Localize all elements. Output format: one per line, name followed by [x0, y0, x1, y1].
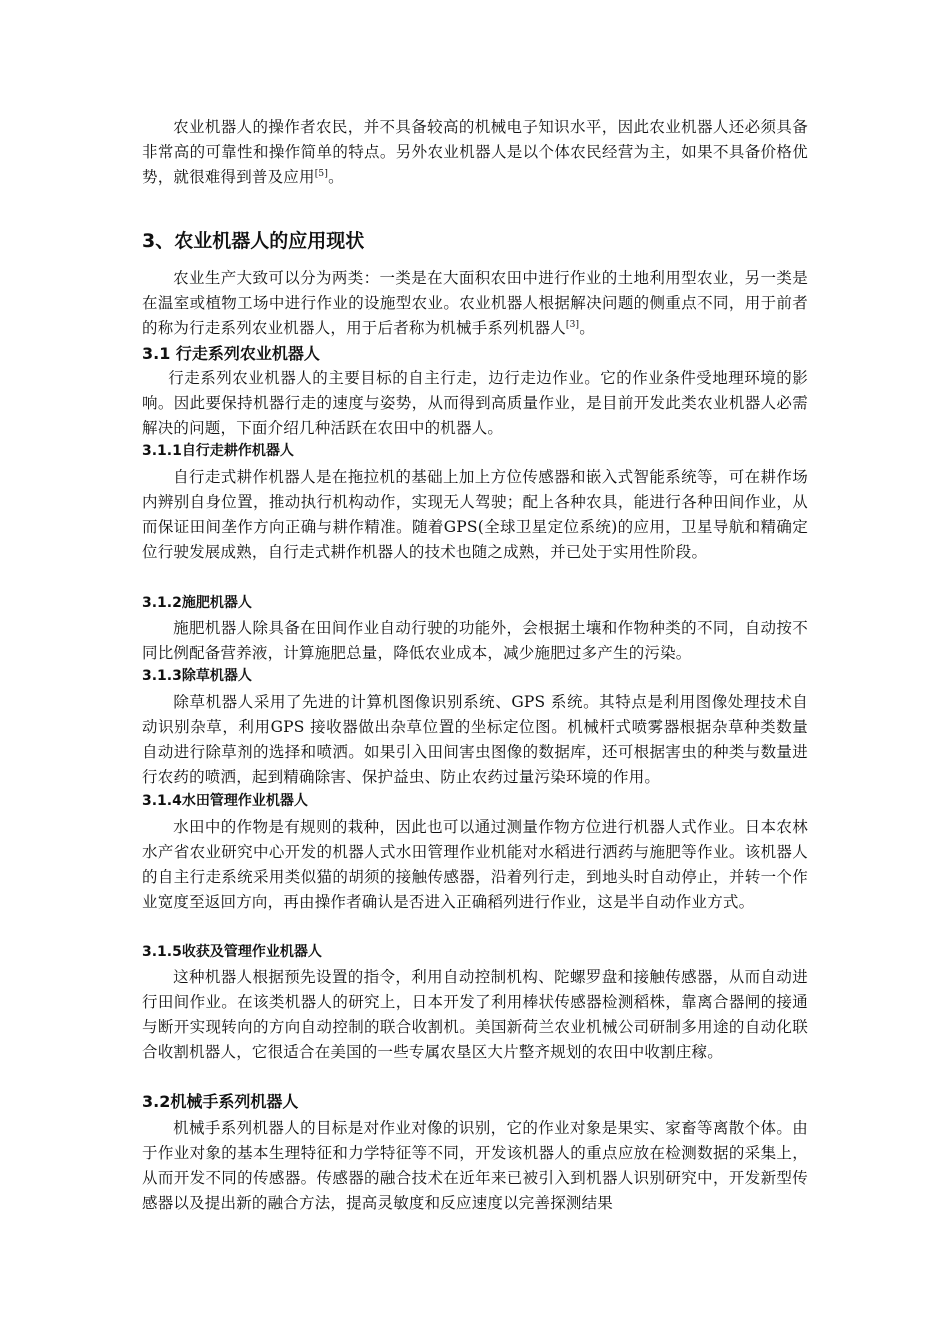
citation-ref: [5] — [314, 168, 329, 179]
section-3-1-5-heading: 3.1.5收获及管理作业机器人 — [142, 944, 322, 960]
section-3-1-2-heading: 3.1.2施肥机器人 — [142, 595, 252, 611]
section-3-2-heading: 3.2机械手系列机器人 — [142, 1092, 299, 1111]
section-3-1-4-heading: 3.1.4水田管理作业机器人 — [142, 793, 308, 809]
section-3-1-1-paragraph: 自行走式耕作机器人是在拖拉机的基础上加上方位传感器和嵌入式智能系统等，可在耕作场内辨别自身位置，推动执行机构动作，实现无人驾驶；配上各种农具，能进行各种田间作业，从而保证田间垄作方向正确与耕作精准。随着GPS(全球卫星定位系统)的应用，卫星导航和精确定位行驶发展成熟，自行走式耕作机器人的技术也随之成熟，并已处于实用性阶段。 — [142, 468, 808, 561]
section-3-1-1-heading: 3.1.1自行走耕作机器人 — [142, 443, 294, 459]
section-3-1-5-paragraph: 这种机器人根据预先设置的指令，利用自动控制机构、陀螺罗盘和接触传感器，从而自动进行田间作业。在该类机器人的研究上，日本开发了利用棒状传感器检测稻株，靠离合器闸的接通与断开实现转向的方向自动控制的联合收割机。美国新荷兰农业机械公司研制多用途的自动化联合收割机器人，它很适合在美国的一些专属农垦区大片整齐规划的农田中收割庄稼。 — [142, 968, 808, 1061]
section-3-1-4-paragraph: 水田中的作物是有规则的栽种，因此也可以通过测量作物方位进行机器人式作业。日本农林水产省农业研究中心开发的机器人式水田管理作业机能对水稻进行洒药与施肥等作业。该机器人的自主行走系统采用类似猫的胡须的接触传感器，沿着列行走，到地头时自动停止，并转一个作业宽度至返回方向，再由操作者确认是否进入正确稻列进行作业，这是半自动作业方式。 — [142, 818, 808, 911]
section-3-1-3-paragraph: 除草机器人采用了先进的计算机图像识别系统、GPS 系统。其特点是利用图像处理技术自动识别杂草，利用GPS 接收器做出杂草位置的坐标定位图。机械杆式喷雾器根据杂草种类数量自动进行除草剂的选择和喷洒。如果引入田间害虫图像的数据库，还可根据害虫的种类与数量进行农药的喷洒，起到精确除害、保护益虫、防止农药过量污染环境的作用。 — [142, 693, 808, 786]
section-3-2-paragraph: 机械手系列机器人的目标是对作业对像的识别，它的作业对象是果实、家畜等离散个体。由于作业对象的基本生理特征和力学特征等不同，开发该机器人的重点应放在检测数据的采集上，从而开发不同的传感器。传感器的融合技术在近年来已被引入到机器人识别研究中，开发新型传感器以及提出新的融合方法，提高灵敏度和反应速度以完善探测结果 — [142, 1119, 808, 1212]
section-3-1-2-paragraph: 施肥机器人除具备在田间作业自动行驶的功能外，会根据土壤和作物种类的不同，自动按不同比例配备营养液，计算施肥总量，降低农业成本，减少施肥过多产生的污染。 — [142, 619, 808, 662]
section-3-heading: 3、农业机器人的应用现状 — [142, 230, 365, 252]
section-3-1-3-heading: 3.1.3除草机器人 — [142, 668, 252, 684]
intro-paragraph: 农业机器人的操作者农民，并不具备较高的机械电子知识水平，因此农业机器人还必须具备非常高的可靠性和操作简单的特点。另外农业机器人是以个体农民经营为主，如果不具备价格优势，就很难得到普及应用[5]。 — [142, 118, 808, 186]
section-3-1-paragraph: 行走系列农业机器人的主要目标的自主行走，边行走边作业。它的作业条件受地理环境的影响。因此要保持机器行走的速度与姿势，从而得到高质量作业，是目前开发此类农业机器人必需解决的问题，下面介绍几种活跃在农田中的机器人。 — [142, 369, 808, 437]
section-3-1-heading: 3.1 行走系列农业机器人 — [142, 344, 320, 363]
section-3-paragraph: 农业生产大致可以分为两类：一类是在大面积农田中进行作业的土地利用型农业，另一类是在温室或植物工场中进行作业的设施型农业。农业机器人根据解决问题的侧重点不同，用于前者的称为行走系列农业机器人，用于后者称为机械手系列机器人[3]。 — [142, 269, 808, 337]
citation-ref: [3] — [565, 319, 580, 330]
